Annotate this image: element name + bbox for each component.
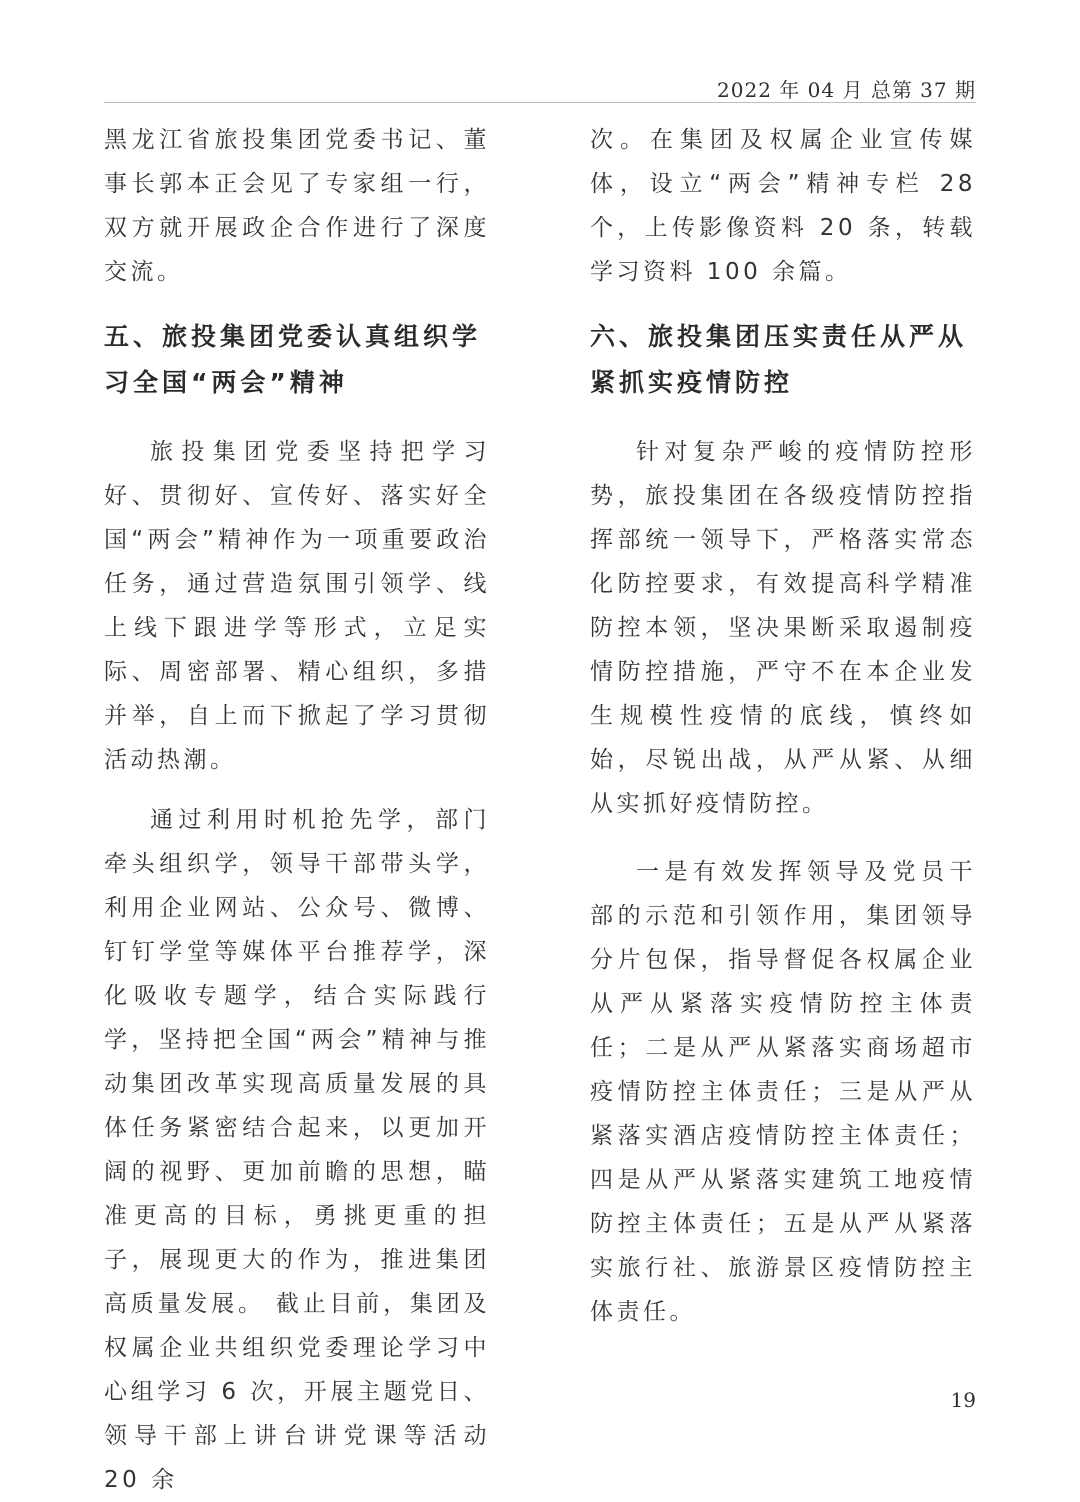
issue-info: 2022 年 04 月 总第 37 期 — [717, 78, 976, 102]
paragraph: 通过利用时机抢先学，部门牵头组织学，领导干部带头学，利用企业网站、公众号、微博、钉钉学堂等媒体平台推荐学，深化吸收专题学，结合实际践行学，坚持把全国“两会”精神与推动集团改革实现高质量发展的具体任务紧密结合起来，以更加开阔的视野、更加前瞻的思想，瞄准更高的目标，勇挑更重的担子，展现更大的作为，推进集团高质量发展。 截止目前，集团及权属企业共组织党委理论学习中心组学习 6 次，开展主题党日、领导干部上讲台讲党课等活动 20 余 — [104, 807, 490, 1493]
section-heading: 五、旅投集团党委认真组织学习全国“两会”精神 — [104, 322, 482, 397]
paragraph: 旅投集团党委坚持把学习好、贯彻好、宣传好、落实好全国“两会”精神作为一项重要政治任务，通过营造氛围引领学、线上线下跟进学等形式，立足实际、周密部署、精心组织，多措并举，自上而下掀起了学习贯彻活动热潮。 — [104, 439, 490, 773]
paragraph: 次。在集团及权属企业宣传媒体，设立“两会”精神专栏 28 个，上传影像资料 20 条，转载学习资料 100 余篇。 — [590, 127, 976, 285]
section-heading: 六、旅投集团压实责任从严从紧抓实疫情防控 — [590, 322, 968, 397]
page-header — [104, 64, 976, 103]
paragraph: 针对复杂严峻的疫情防控形势，旅投集团在各级疫情防控指挥部统一领导下，严格落实常态化防控要求，有效提高科学精准防控本领，坚决果断采取遏制疫情防控措施，严守不在本企业发生规模性疫情的底线，慎终如始，尽锐出战，从严从紧、从细从实抓好疫情防控。 — [590, 439, 976, 817]
right-column — [590, 118, 976, 1334]
left-column — [104, 118, 490, 1502]
paragraph: 一是有效发挥领导及党员干部的示范和引领作用，集团领导分片包保，指导督促各权属企业从严从紧落实疫情防控主体责任；二是从严从紧落实商场超市疫情防控主体责任；三是从严从紧落实酒店疫情防控主体责任；四是从严从紧落实建筑工地疫情防控主体责任；五是从严从紧落实旅行社、旅游景区疫情防控主体责任。 — [590, 859, 976, 1325]
page-number: 19 — [950, 1388, 976, 1412]
paragraph: 黑龙江省旅投集团党委书记、董事长郭本正会见了专家组一行，双方就开展政企合作进行了深度交流。 — [104, 127, 490, 285]
